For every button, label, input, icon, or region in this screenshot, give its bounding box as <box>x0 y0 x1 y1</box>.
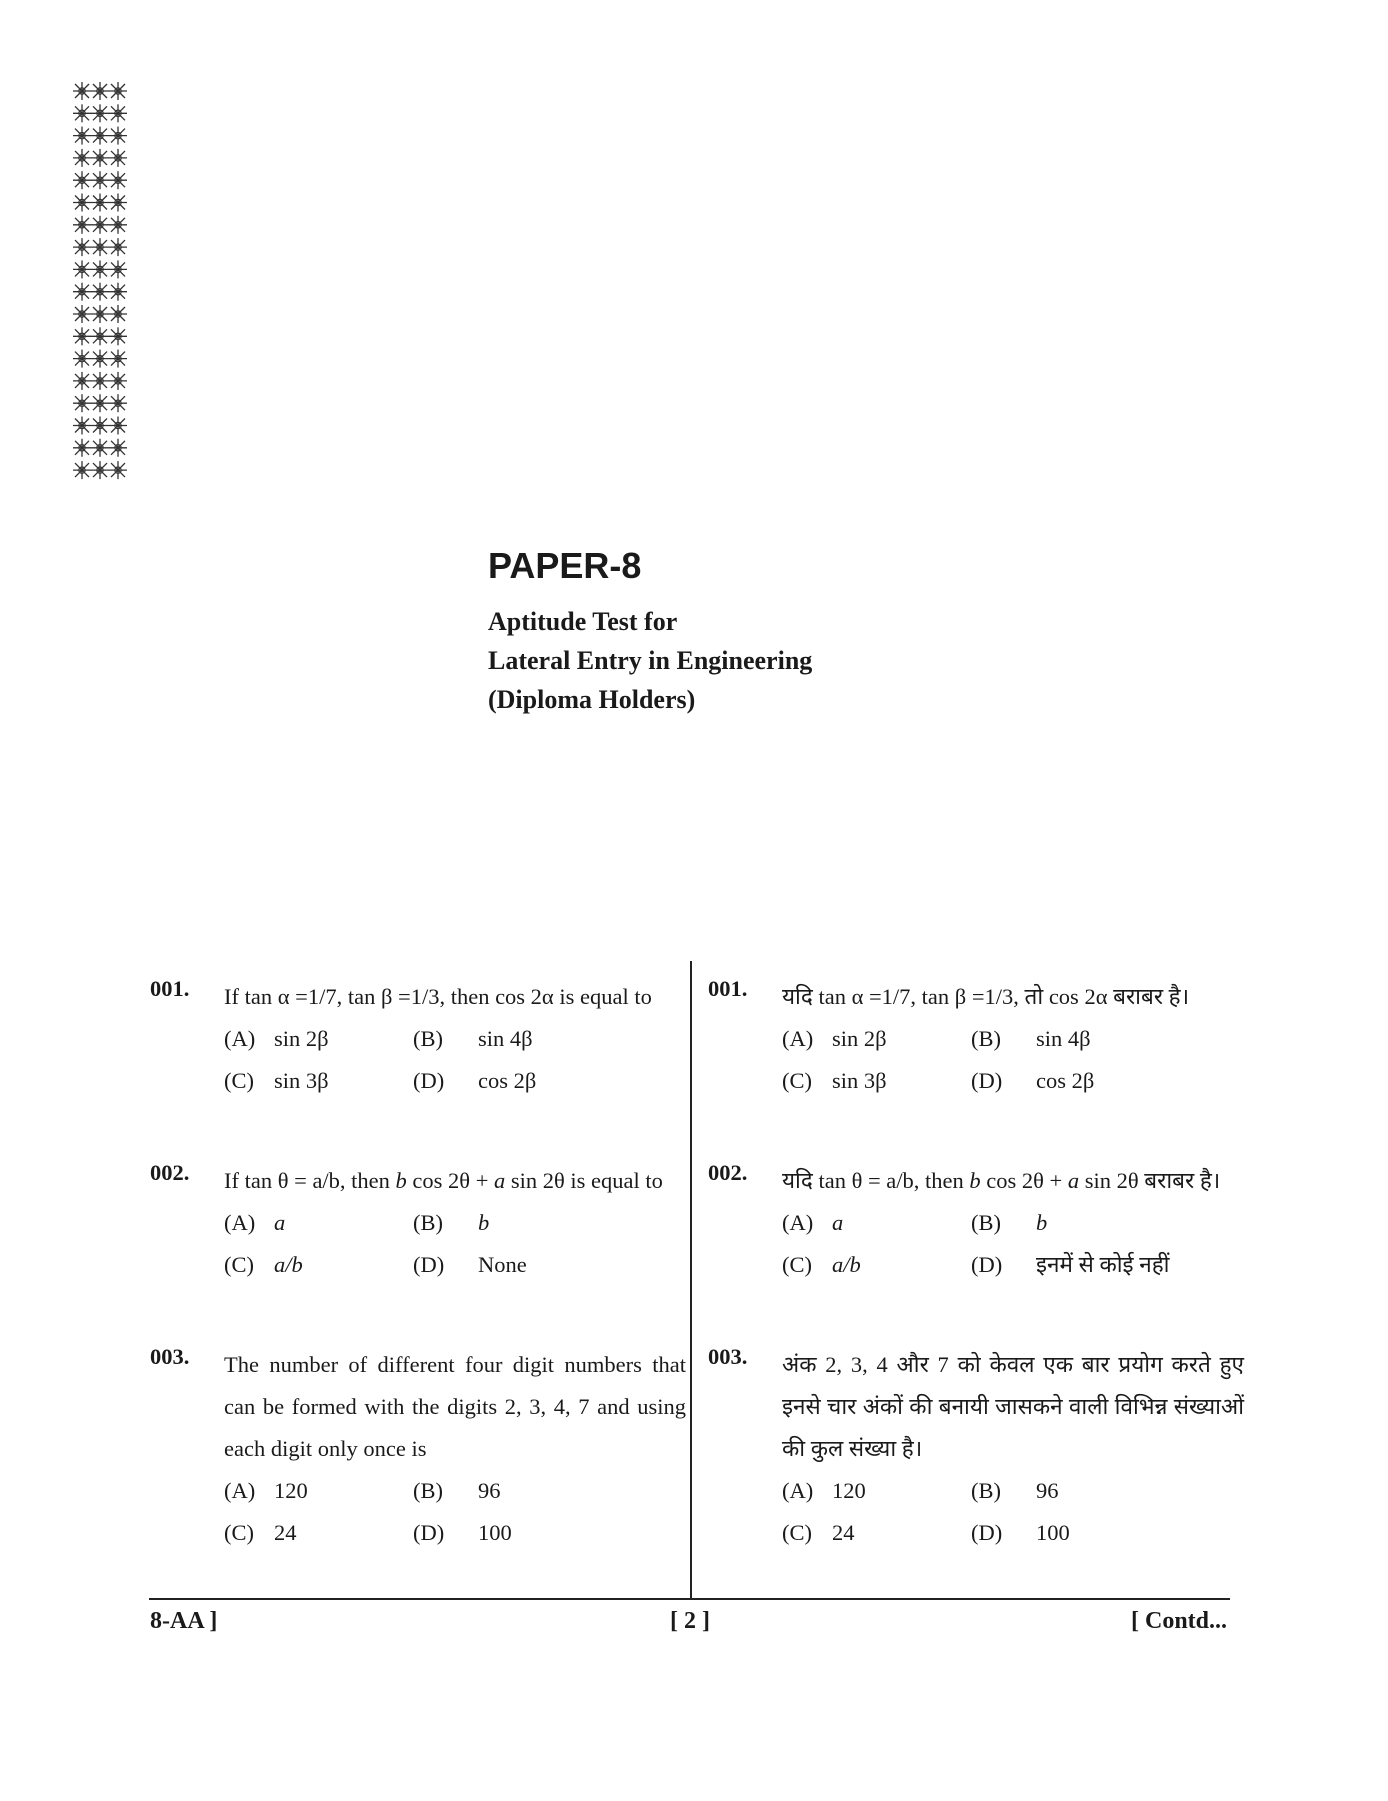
footer-code: 8-AA ] <box>150 1608 218 1634</box>
option-c: (C) sin 3β <box>224 1068 329 1093</box>
option-c: (C) 24 <box>224 1520 297 1545</box>
option-c: (C) sin 3β <box>782 1068 887 1093</box>
option-d: (D) 100 <box>413 1520 512 1545</box>
ornament-pattern-icon <box>72 80 128 482</box>
question-text: If tan θ = a/b, then b cos 2θ + a sin 2θ is equal to <box>224 1168 663 1193</box>
subtitle-line-3: (Diploma Holders) <box>488 685 696 714</box>
paper-header <box>488 545 813 719</box>
option-d: (D) इनमें से कोई नहीं <box>971 1252 1170 1277</box>
hindi-column <box>708 976 1244 1554</box>
question-text: If tan α =1/7, tan β =1/3, then cos 2α is equal to <box>224 984 652 1009</box>
english-column <box>150 976 686 1554</box>
option-d: (D) cos 2β <box>971 1068 1095 1093</box>
question-001-hi <box>708 976 1244 1102</box>
option-a: (A) 120 <box>782 1478 866 1503</box>
option-b: (B) b <box>413 1210 490 1235</box>
option-b: (B) 96 <box>971 1478 1059 1503</box>
question-003-hi <box>708 1344 1244 1554</box>
question-001-en <box>150 976 686 1102</box>
footer-page-number: [ 2 ] <box>670 1608 710 1634</box>
footer-rule <box>149 1598 1230 1600</box>
question-number: 002. <box>708 1160 748 1185</box>
option-a: (A) a <box>782 1210 844 1235</box>
question-number: 001. <box>150 976 190 1001</box>
option-a: (A) 120 <box>224 1478 308 1503</box>
subtitle-line-2: Lateral Entry in Engineering <box>488 646 813 675</box>
option-a: (A) sin 2β <box>782 1026 887 1051</box>
question-number: 003. <box>708 1344 748 1369</box>
question-number: 002. <box>150 1160 190 1185</box>
option-b: (B) b <box>971 1210 1048 1235</box>
question-number: 003. <box>150 1344 190 1369</box>
question-text: यदि tan α =1/7, tan β =1/3, तो cos 2α बराबर है। <box>782 984 1190 1009</box>
option-c: (C) a/b <box>782 1252 861 1277</box>
question-003-en <box>150 1344 686 1554</box>
option-b: (B) sin 4β <box>971 1026 1091 1051</box>
question-text: The number of different four digit numbers that can be formed with the digits 2, 3, 4, 7 and using each digit only once is <box>224 1352 686 1461</box>
option-a: (A) a <box>224 1210 286 1235</box>
question-002-hi <box>708 1160 1244 1286</box>
option-d: (D) cos 2β <box>413 1068 537 1093</box>
option-c: (C) 24 <box>782 1520 855 1545</box>
option-b: (B) sin 4β <box>413 1026 533 1051</box>
option-a: (A) sin 2β <box>224 1026 329 1051</box>
option-c: (C) a/b <box>224 1252 303 1277</box>
option-d: (D) 100 <box>971 1520 1070 1545</box>
footer-contd: [ Contd... <box>1131 1608 1228 1634</box>
question-number: 001. <box>708 976 748 1001</box>
question-text: अंक 2, 3, 4 और 7 को केवल एक बार प्रयोग करते हुए इनसे चार अंकों की बनायी जासकने वाली विभिन्न संख्याओं की कुल संख्या है। <box>782 1352 1244 1461</box>
paper-title: PAPER-8 <box>488 545 642 586</box>
option-d: (D) None <box>413 1252 527 1277</box>
option-b: (B) 96 <box>413 1478 501 1503</box>
question-002-en <box>150 1160 686 1286</box>
subtitle-line-1: Aptitude Test for <box>488 607 678 636</box>
question-text: यदि tan θ = a/b, then b cos 2θ + a sin 2θ बराबर है। <box>782 1168 1221 1193</box>
column-divider <box>690 961 692 1599</box>
